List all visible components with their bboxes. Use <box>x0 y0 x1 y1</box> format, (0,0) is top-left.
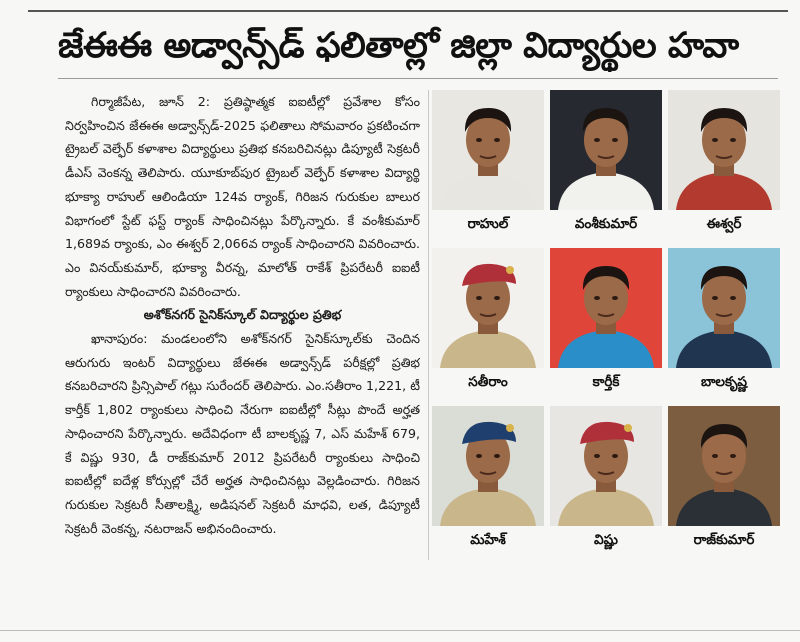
student-photo <box>432 406 544 526</box>
student-name: కార్తీక్ <box>592 374 620 390</box>
portrait-graphic <box>668 406 780 526</box>
portrait-graphic <box>550 90 662 210</box>
top-rule <box>28 10 788 12</box>
article-paragraph-1: గిర్మాజీపేట, జూన్ 2: ప్రతిష్ఠాత్మక ఐఐటీల్లో ప్రవేశాల కోసం నిర్వహించిన జేఈఈ అడ్వాన్స్‌డ్-2025 ఫలితాలు సోమవారం ప్రకటించగా ట్రైబల్ వెల్ఫేర్ కళాశాల విద్యార్థులు ప్రతిభ కనబరిచినట్లు డిప్యూటీ సెక్రటరీ డీఎస్ వెంకన్న తెలిపారు. యూకూబ్‌పుర ట్రైబల్ వెల్ఫేర్ కళాశాల విద్యార్థి భూక్యా రాహుల్ ఆలిండియా 124వ ర్యాంక్, గిరిజన గురుకుల బాలుర విభాగంలో స్టేట్ ఫస్ట్ ర్యాంక్ సాధించినట్లు పేర్కొన్నారు. కే వంశీకుమార్ 1,689వ ర్యాంకు, ఎం ఈశ్వర్ 2,066వ ర్యాంక్ సాధించారని వివరించారు. ఎం వినయ్‌కుమార్, భూక్యా వీరన్న, మాలోత్ రాకేశ్ ప్రిపరేటరీ ఐఐటీ ర్యాంకులు సాధించారని వివరించారు. <box>65 94 420 299</box>
student-name: మహేశ్ <box>470 532 506 548</box>
column-divider <box>428 90 429 560</box>
headline-rule <box>58 78 778 79</box>
portrait-graphic <box>550 406 662 526</box>
student-name: సతీరాం <box>468 374 508 390</box>
student-photo <box>668 248 780 368</box>
student-photo <box>550 90 662 210</box>
student-photo <box>432 90 544 210</box>
student-name: ఈశ్వర్ <box>706 216 742 232</box>
article-paragraph-2: ఖానాపురం: మండలంలోని అశోక్‌నగర్ సైనిక్‌స్కూల్‌కు చెందిన ఆరుగురు ఇంటర్ విద్యార్థులు జేఈఈ అడ్వాన్స్‌డ్ పరీక్షల్లో ప్రతిభ కనబరిచారని ప్రిన్సిపాల్ గట్లు సురేందర్ తెలిపారు. ఎం.సతీరాం 1,221, టీ కార్తీక్ 1,802 ర్యాంకులు సాధించి నేరుగా ఐఐటీల్లో సీట్లు పొందే అర్హత సాధించారని పేర్కొన్నారు. అదేవిధంగా టీ బాలకృష్ణ 7, ఎస్ మహేశ్ 679, కే విష్ణు 930, డీ రాజ్‌కుమార్ 2012 ప్రిపరేటరీ ర్యాంకులు సాధించి ఐఐటీల్లో ఐదేళ్ల కోర్సుల్లో చేరే అర్హత సాధించినట్లు వెల్లడించారు. గిరిజన గురుకుల సెక్రటరీ సీతాలక్ష్మి, అడిషనల్ సెక్రటరీ మాధవి, లత, డిప్యూటీ సెక్రటరీ వెంకన్న, నటరాజన్ అభినందించారు. <box>65 331 420 536</box>
student-photo <box>668 90 780 210</box>
student-name: విష్ణు <box>594 532 618 548</box>
student-name: బాలకృష్ణ <box>700 374 748 390</box>
portrait-graphic <box>432 90 544 210</box>
portrait-graphic <box>668 90 780 210</box>
article-body <box>65 90 420 632</box>
article-subhead: అశోక్‌నగర్ సైనిక్‌స్కూల్ విద్యార్థుల ప్రతిభ <box>143 307 342 323</box>
bottom-rule <box>0 630 800 631</box>
student-name: రాజ్‌కుమార్ <box>693 532 755 548</box>
student-photo <box>432 248 544 368</box>
portrait-graphic <box>432 248 544 368</box>
portrait-graphic <box>668 248 780 368</box>
headline: జేఈఈ అడ్వాన్స్‌డ్ ఫలితాల్లో జిల్లా విద్యార్థుల హవా <box>58 26 739 66</box>
student-photo <box>668 406 780 526</box>
student-name: రాహుల్ <box>467 216 509 232</box>
portrait-graphic <box>432 406 544 526</box>
student-name: వంశీకుమార్ <box>574 216 638 232</box>
portrait-graphic <box>550 248 662 368</box>
student-photo <box>550 248 662 368</box>
student-photo <box>550 406 662 526</box>
